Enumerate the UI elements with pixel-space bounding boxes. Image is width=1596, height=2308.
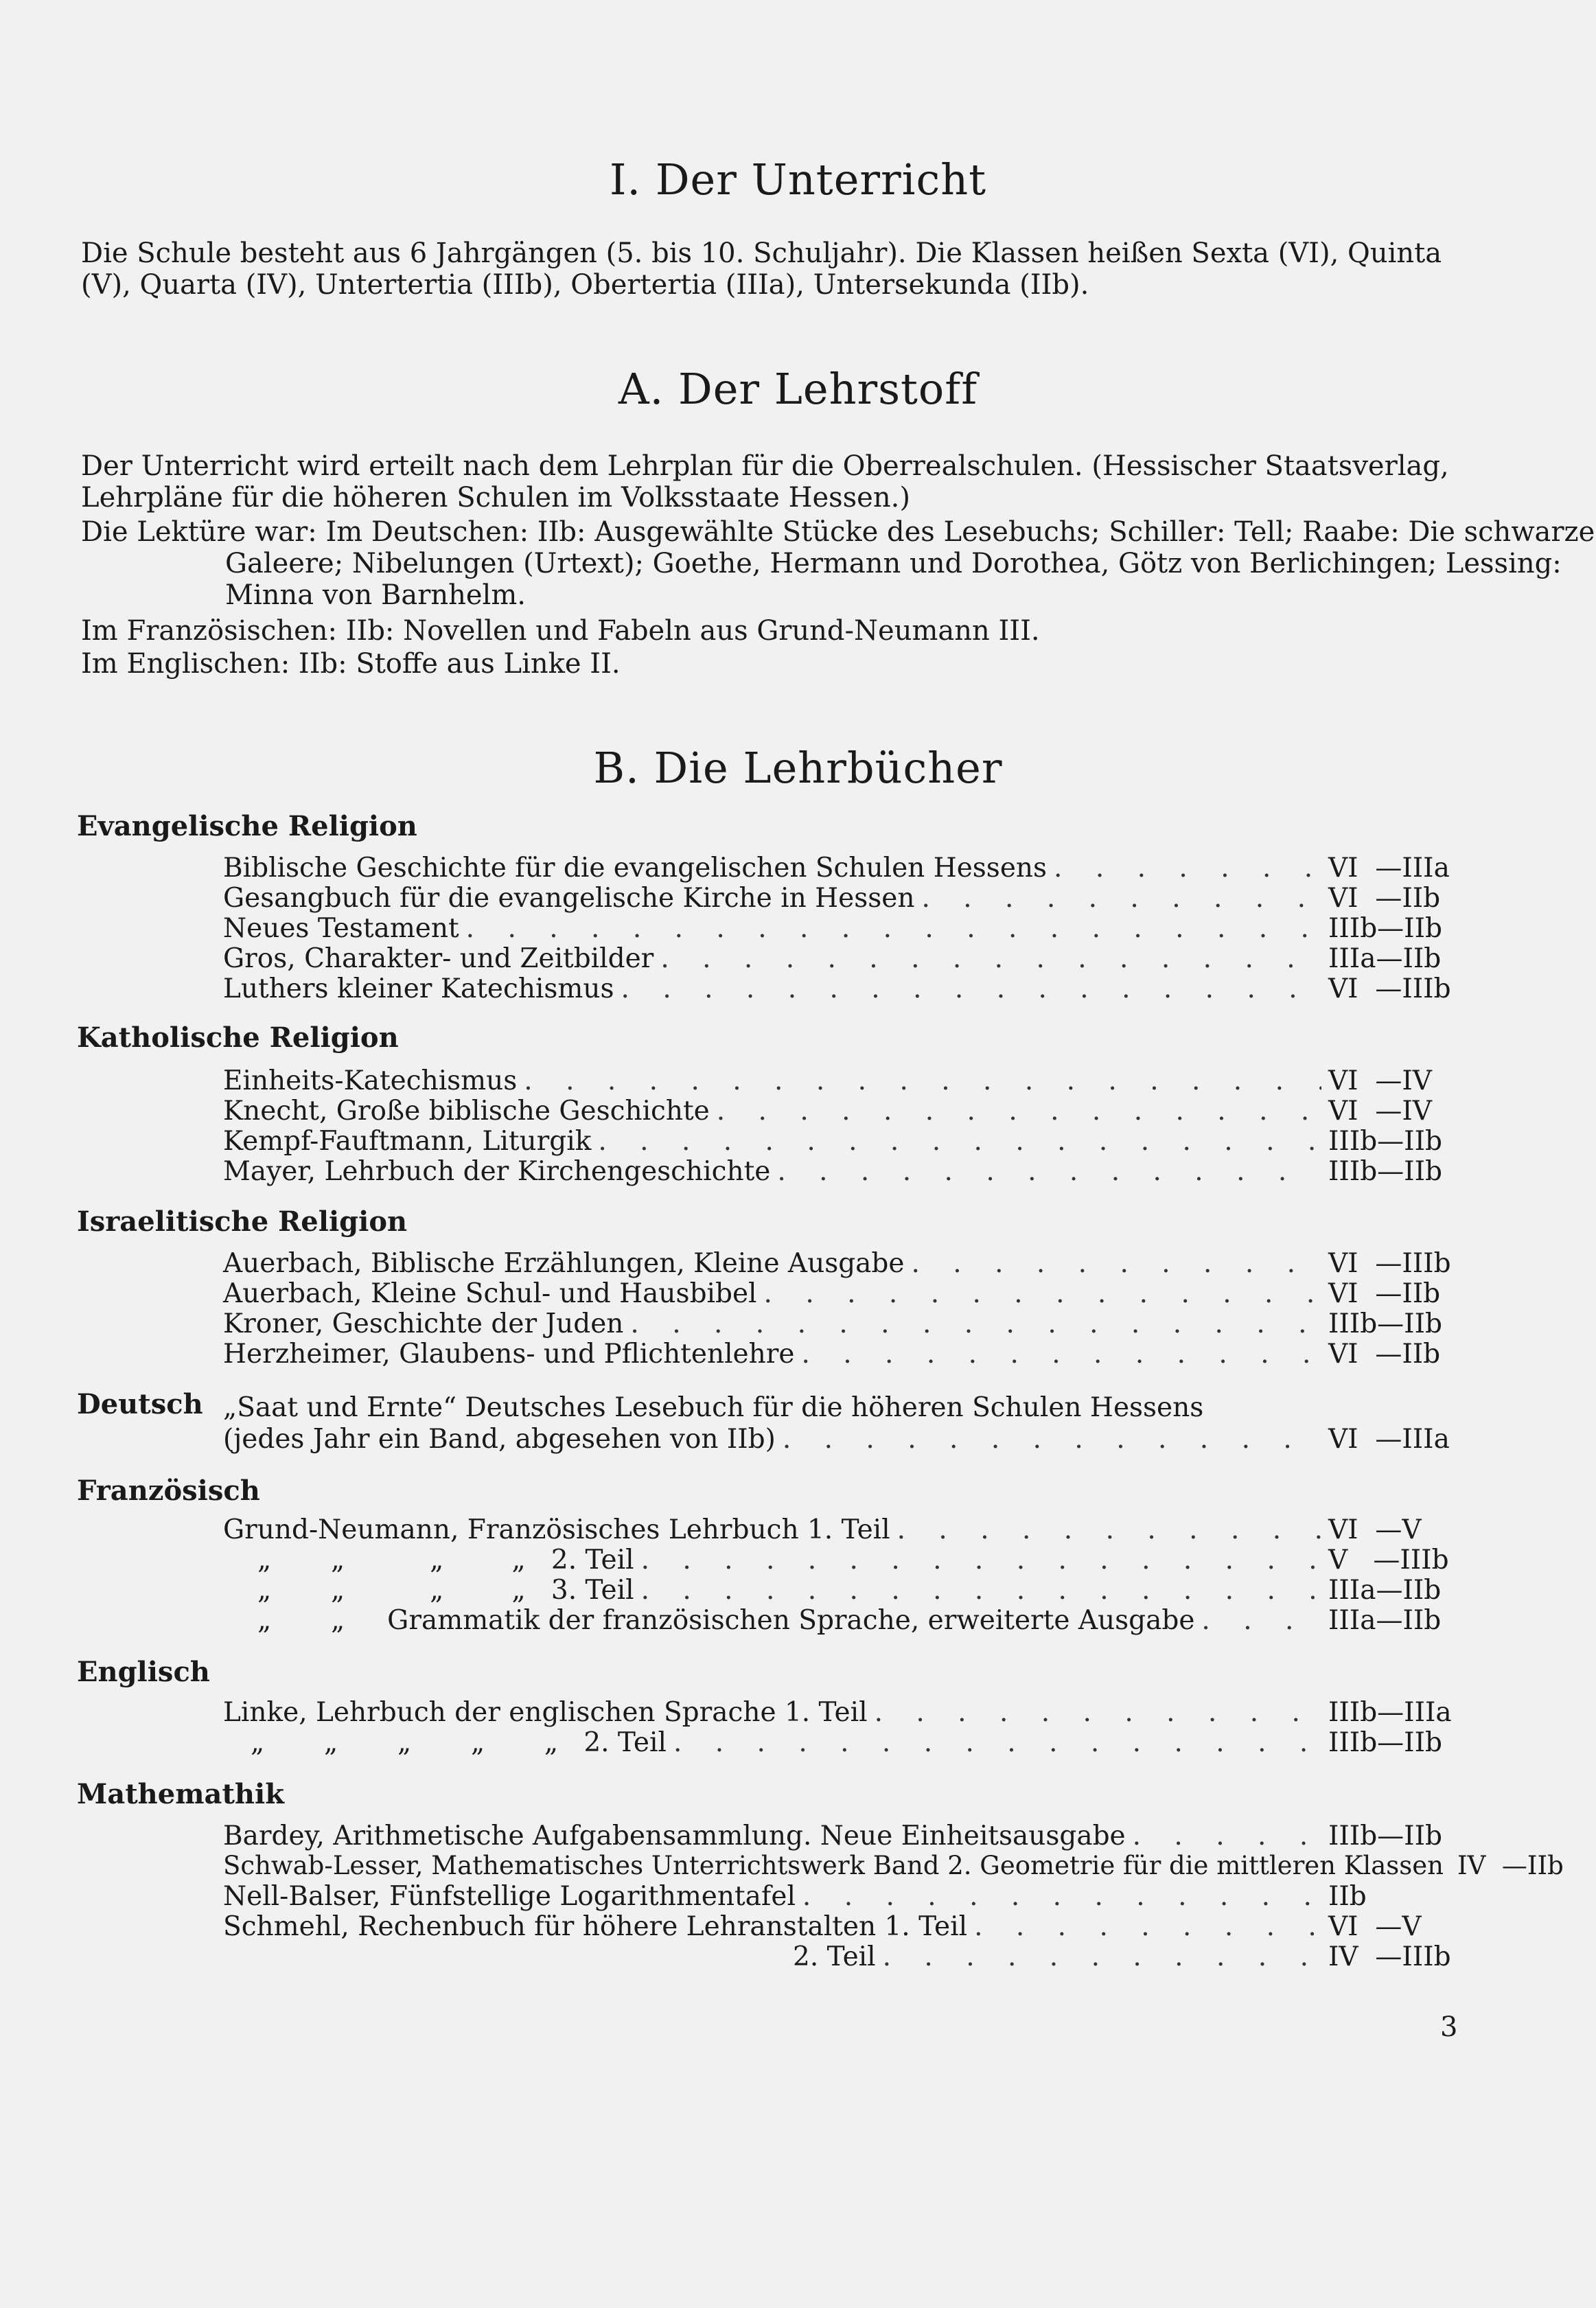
book-classes: IIIb—IIb: [1328, 1126, 1442, 1157]
book-row: [223, 1424, 1466, 1457]
category-heading: Mathemathik: [77, 1778, 284, 1810]
leader-dots: [802, 1881, 1321, 1912]
book-classes: VI —V: [1328, 1911, 1422, 1942]
leader-dots: [1054, 853, 1321, 884]
book-title: Kempf-Fauftmann, Liturgik: [223, 1126, 592, 1157]
book-row: [223, 1881, 1466, 1914]
book-classes: IIIb—IIb: [1328, 1821, 1442, 1851]
book-classes: IIIa—IIb: [1328, 943, 1442, 974]
book-title: Schmehl, Rechenbuch für höhere Lehranstalten 1. Teil: [223, 1911, 968, 1942]
book-title: Luthers kleiner Katechismus: [223, 973, 614, 1004]
book-title: Auerbach, Biblische Erzählungen, Kleine Ausgabe: [223, 1248, 905, 1279]
category-heading: Israelitische Religion: [77, 1205, 408, 1238]
leader-dots: [875, 1697, 1321, 1728]
book-classes: IIIb—IIb: [1328, 913, 1442, 944]
book-row: [223, 973, 1466, 1006]
book-classes: VI —IIIb: [1328, 1248, 1451, 1279]
book-title: „ „ Grammatik der französischen Sprache, erweiterte Ausgabe: [257, 1605, 1195, 1636]
book-row: [223, 1392, 1466, 1425]
franzoesisch-lektuere: Im Französischen: IIb: Novellen und Fabeln aus Grund-Neumann III.: [81, 615, 1040, 647]
book-title: Grund-Neumann, Französisches Lehrbuch 1. Teil: [223, 1514, 890, 1545]
section-heading-unterricht: I. Der Unterricht: [609, 154, 987, 205]
book-row: [223, 1065, 1466, 1098]
leader-dots: [764, 1278, 1321, 1309]
leader-dots: [801, 1339, 1321, 1370]
book-row: [223, 1911, 1466, 1944]
book-title: Nell-Balser, Fünfstellige Logarithmentafel: [223, 1881, 796, 1912]
book-row: [223, 1339, 1466, 1372]
book-classes: VI —IV: [1328, 1096, 1432, 1127]
leader-dots: [641, 1545, 1321, 1576]
leader-dots: [621, 973, 1321, 1004]
book-title: Herzheimer, Glaubens- und Pflichtenlehre: [223, 1339, 795, 1370]
book-title-continued: (jedes Jahr ein Band, abgesehen von IIb): [223, 1424, 776, 1455]
leader-dots: [673, 1727, 1321, 1758]
book-row: [223, 1096, 1466, 1129]
leader-dots: [911, 1248, 1321, 1279]
book-title: Linke, Lehrbuch der englischen Sprache 1. Teil: [223, 1697, 868, 1728]
book-row: [223, 1156, 1466, 1189]
leader-dots: [660, 943, 1321, 974]
book-classes: VI —IIIa: [1328, 1424, 1450, 1455]
category-heading: Katholische Religion: [77, 1022, 399, 1054]
book-title: Neues Testament: [223, 913, 459, 944]
category-heading: Deutsch: [77, 1388, 203, 1420]
book-row: [223, 1308, 1466, 1341]
book-row: [223, 1941, 1466, 1974]
book-row: [223, 883, 1466, 916]
book-title: Mayer, Lehrbuch der Kirchengeschichte: [223, 1156, 771, 1187]
book-classes: IV —IIIb: [1328, 1941, 1451, 1972]
book-title: „ „ „ „ „ 2. Teil: [251, 1727, 667, 1758]
book-classes: IIIb—IIb: [1328, 1308, 1442, 1339]
page-number: 3: [1440, 2011, 1458, 2043]
leader-dots: [717, 1096, 1321, 1127]
book-title: Schwab-Lesser, Mathematisches Unterrichtswerk Band 2. Geometrie für die mittleren Klassen: [223, 1851, 1444, 1880]
book-title: Kroner, Geschichte der Juden: [223, 1308, 624, 1339]
book-classes: VI —IIb: [1328, 1278, 1441, 1309]
book-classes: V —IIIb: [1328, 1545, 1449, 1576]
book-classes: VI —IV: [1328, 1065, 1432, 1096]
book-title: „ „ „ „ 3. Teil: [257, 1575, 634, 1606]
book-row: [223, 913, 1466, 946]
book-title: Bardey, Arithmetische Aufgabensammlung. Neue Einheitsausgabe: [223, 1821, 1126, 1851]
leader-dots: [974, 1911, 1321, 1942]
leader-dots: [883, 1941, 1321, 1972]
intro-paragraph: Die Schule besteht aus 6 Jahrgängen (5. bis 10. Schuljahr). Die Klassen heißen Sexta (VI), Quinta (V), Quarta (IV), Untertertia (IIIb), Obertertia (IIIa), Untersekunda (IIb).: [81, 238, 1442, 301]
lektuere-paragraph: Die Lektüre war: Im Deutschen: IIb: Ausgewählte Stücke des Lesebuchs; Schiller: Tell; Raabe: Die schwarze Galeere; Nibelungen (Urtext); Goethe, Hermann und Dorothea, Götz von Berlichingen; Lessing: Minna von Barnhelm.: [81, 516, 1595, 611]
book-classes: IIIa—IIb: [1328, 1605, 1442, 1636]
book-row: [223, 943, 1466, 976]
book-classes: VI —IIb: [1328, 1339, 1441, 1370]
book-title: Knecht, Große biblische Geschichte: [223, 1096, 710, 1127]
book-row: [223, 1575, 1466, 1608]
category-heading: Französisch: [77, 1475, 260, 1507]
book-row: [223, 1727, 1466, 1760]
category-heading: Evangelische Religion: [77, 810, 417, 842]
book-classes: IIb: [1328, 1881, 1367, 1912]
book-title: Biblische Geschichte für die evangelischen Schulen Hessens: [223, 853, 1048, 884]
leader-dots: [783, 1424, 1321, 1455]
book-title: Auerbach, Kleine Schul- und Hausbibel: [223, 1278, 757, 1309]
leader-dots: [777, 1156, 1321, 1187]
book-row: [223, 1126, 1466, 1159]
leader-dots: [466, 913, 1321, 944]
section-heading-lehrbuecher: B. Die Lehrbücher: [593, 743, 1003, 793]
book-row: [223, 1278, 1466, 1311]
leader-dots: [630, 1308, 1321, 1339]
book-title: „Saat und Ernte“ Deutsches Lesebuch für die höheren Schulen Hessens: [223, 1392, 1204, 1423]
book-title: „ „ „ „ 2. Teil: [257, 1545, 634, 1576]
book-classes: IIIa—IIb: [1328, 1575, 1442, 1606]
englisch-lektuere: Im Englischen: IIb: Stoffe aus Linke II.: [81, 648, 621, 680]
book-row: [223, 1697, 1466, 1730]
book-row: [223, 853, 1466, 886]
leader-dots: [1201, 1605, 1321, 1636]
section-heading-lehrstoff: A. Der Lehrstoff: [618, 364, 978, 414]
book-classes: IIIb—IIIa: [1328, 1697, 1452, 1728]
book-row: [223, 1605, 1466, 1638]
leader-dots: [524, 1065, 1321, 1096]
book-row: [223, 1248, 1466, 1281]
book-row: [223, 1851, 1564, 1884]
book-classes: IIIb—IIb: [1328, 1156, 1442, 1187]
book-classes: IIIb—IIb: [1328, 1727, 1442, 1758]
book-title: Gesangbuch für die evangelische Kirche in Hessen: [223, 883, 915, 914]
book-classes: VI —IIIb: [1328, 973, 1451, 1004]
book-row: [223, 1545, 1466, 1578]
book-classes: VI —IIb: [1328, 883, 1441, 914]
book-row: [223, 1821, 1466, 1854]
book-classes: IV —IIb: [1457, 1851, 1564, 1880]
lehrplan-paragraph: Der Unterricht wird erteilt nach dem Lehrplan für die Oberrealschulen. (Hessischer Staatsverlag, Lehrpläne für die höheren Schulen im Volksstaate Hessen.): [81, 450, 1449, 513]
book-classes: VI —IIIa: [1328, 853, 1450, 884]
book-title: Gros, Charakter- und Zeitbilder: [223, 943, 654, 974]
category-heading: Englisch: [77, 1656, 210, 1688]
leader-dots: [921, 883, 1321, 914]
leader-dots: [641, 1575, 1321, 1606]
book-classes: VI —V: [1328, 1514, 1422, 1545]
book-title: Einheits-Katechismus: [223, 1065, 518, 1096]
book-title: 2. Teil: [793, 1941, 876, 1972]
book-row: [223, 1514, 1466, 1547]
leader-dots: [598, 1126, 1321, 1157]
leader-dots: [1133, 1821, 1321, 1851]
leader-dots: [897, 1514, 1321, 1545]
